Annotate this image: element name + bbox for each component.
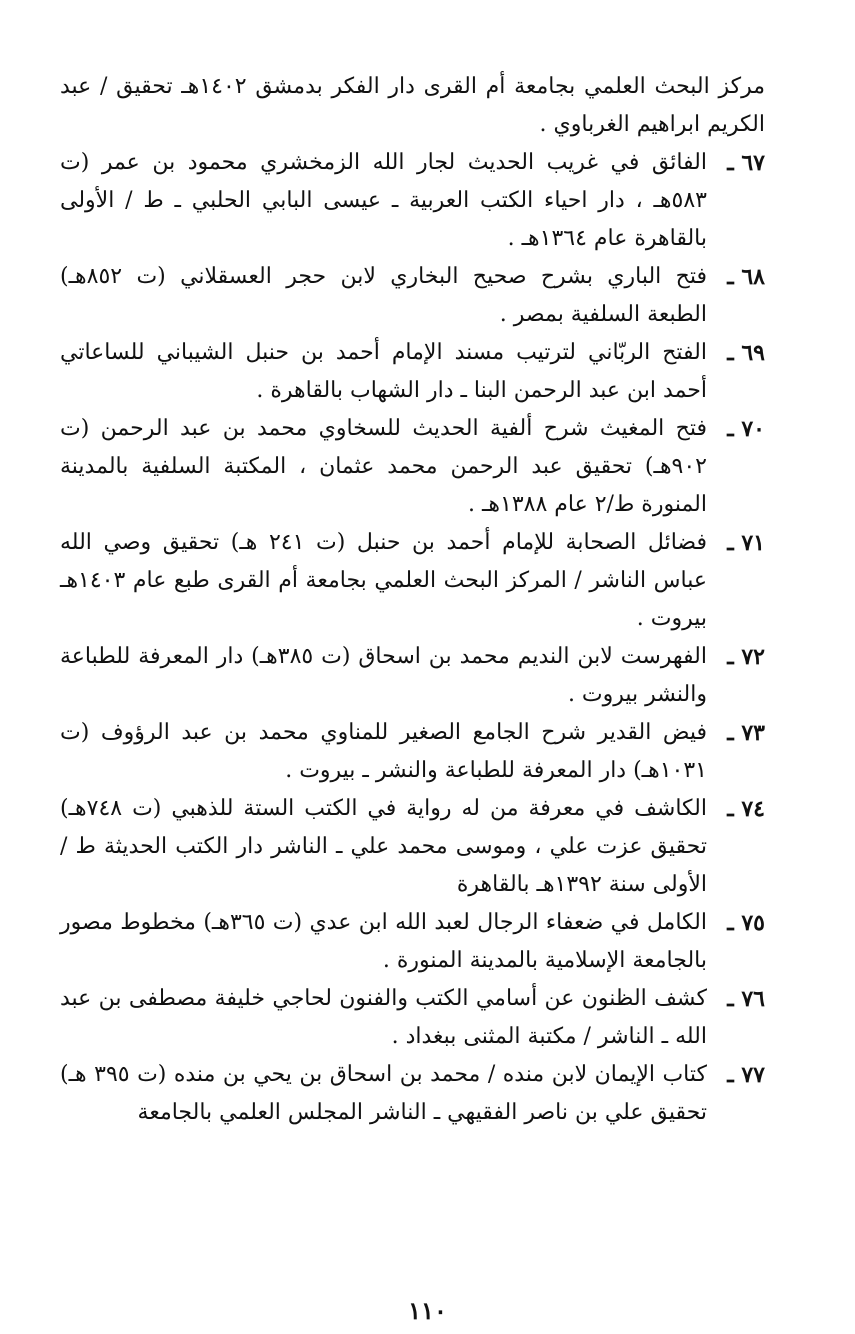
entry-text: الكامل في ضعفاء الرجال لعبد الله ابن عدي (ت ٣٦٥هـ) مخطوط مصور بالجامعة الإسلامية بالمدينة المنورة . [60, 910, 707, 973]
entry-number: ٧٢ ـ [727, 644, 765, 670]
entry-number: ٦٨ ـ [727, 264, 765, 290]
entry-number: ٧٠ ـ [727, 416, 765, 442]
bibliography-column [60, 68, 765, 1132]
entry-text: الفهرست لابن النديم محمد بن اسحاق (ت ٣٨٥هـ) دار المعرفة للطباعة والنشر بيروت . [60, 644, 707, 707]
entry-73 [60, 714, 765, 790]
entry-text: كتاب الإيمان لابن منده / محمد بن اسحاق بن يحي بن منده (ت ٣٩٥ هـ) تحقيق علي بن ناصر الفقيهي ـ الناشر المجلس العلمي بالجامعة [60, 1062, 707, 1125]
page-number: ١١٠ [408, 1296, 447, 1325]
entry-text: الفائق في غريب الحديث لجار الله الزمخشري محمود بن عمر (ت ٥٨٣هـ ، دار احياء الكتب العربية ـ عيسى البابي الحلبي ـ ط / الأولى بالقاهرة عام ١٣٦٤هـ . [60, 150, 707, 251]
entry-text: فيض القدير شرح الجامع الصغير للمناوي محمد بن عبد الرؤوف (ت ١٠٣١هـ) دار المعرفة للطباعة والنشر ـ بيروت . [60, 720, 707, 783]
entry-number: ٧٣ ـ [727, 720, 765, 746]
entry-number: ٧٥ ـ [727, 910, 765, 936]
entry-number: ٦٧ ـ [727, 150, 765, 176]
entry-69 [60, 334, 765, 410]
entry-76 [60, 980, 765, 1056]
entry-68 [60, 258, 765, 334]
entry-number: ٧٦ ـ [727, 986, 765, 1012]
entry-74 [60, 790, 765, 904]
entry-77 [60, 1056, 765, 1132]
entry-text: الفتح الربّاني لترتيب مسند الإمام أحمد بن حنبل الشيباني للساعاتي أحمد ابن عبد الرحمن البنا ـ دار الشهاب بالقاهرة . [60, 340, 707, 403]
entry-number: ٧٧ ـ [727, 1062, 765, 1088]
entry-text: فتح الباري بشرح صحيح البخاري لابن حجر العسقلاني (ت ٨٥٢هـ) الطبعة السلفية بمصر . [60, 264, 707, 327]
entry-text: الكاشف في معرفة من له رواية في الكتب الستة للذهبي (ت ٧٤٨هـ) تحقيق عزت علي ، وموسى محمد علي ـ الناشر دار الكتب الحديثة ط / الأولى سنة ١٣٩٢هـ بالقاهرة [60, 796, 707, 897]
entry-75 [60, 904, 765, 980]
entry-72 [60, 638, 765, 714]
entry-71 [60, 524, 765, 638]
entry-number: ٧١ ـ [727, 530, 765, 556]
entry-67 [60, 144, 765, 258]
entry-number: ٦٩ ـ [727, 340, 765, 366]
entry-number: ٧٤ ـ [727, 796, 765, 822]
entry-text: فتح المغيث شرح ألفية الحديث للسخاوي محمد بن عبد الرحمن (ت ٩٠٢هـ) تحقيق عبد الرحمن محمد عثمان ، المكتبة السلفية بالمدينة المنورة ط/٢ عام ١٣٨٨هـ . [60, 416, 707, 517]
entry-70 [60, 410, 765, 524]
entry-text: فضائل الصحابة للإمام أحمد بن حنبل (ت ٢٤١ هـ) تحقيق وصي الله عباس الناشر / المركز البحث العلمي بجامعة أم القرى طبع عام ١٤٠٣هـ بيروت . [60, 530, 708, 631]
continued-entry-text: مركز البحث العلمي بجامعة أم القرى دار الفكر بدمشق ١٤٠٢هـ تحقيق / عبد الكريم ابراهيم الغرباوي . [60, 74, 765, 137]
entry-text: كشف الظنون عن أسامي الكتب والفنون لحاجي خليفة مصطفى بن عبد الله ـ الناشر / مكتبة المثنى ببغداد . [60, 986, 707, 1049]
